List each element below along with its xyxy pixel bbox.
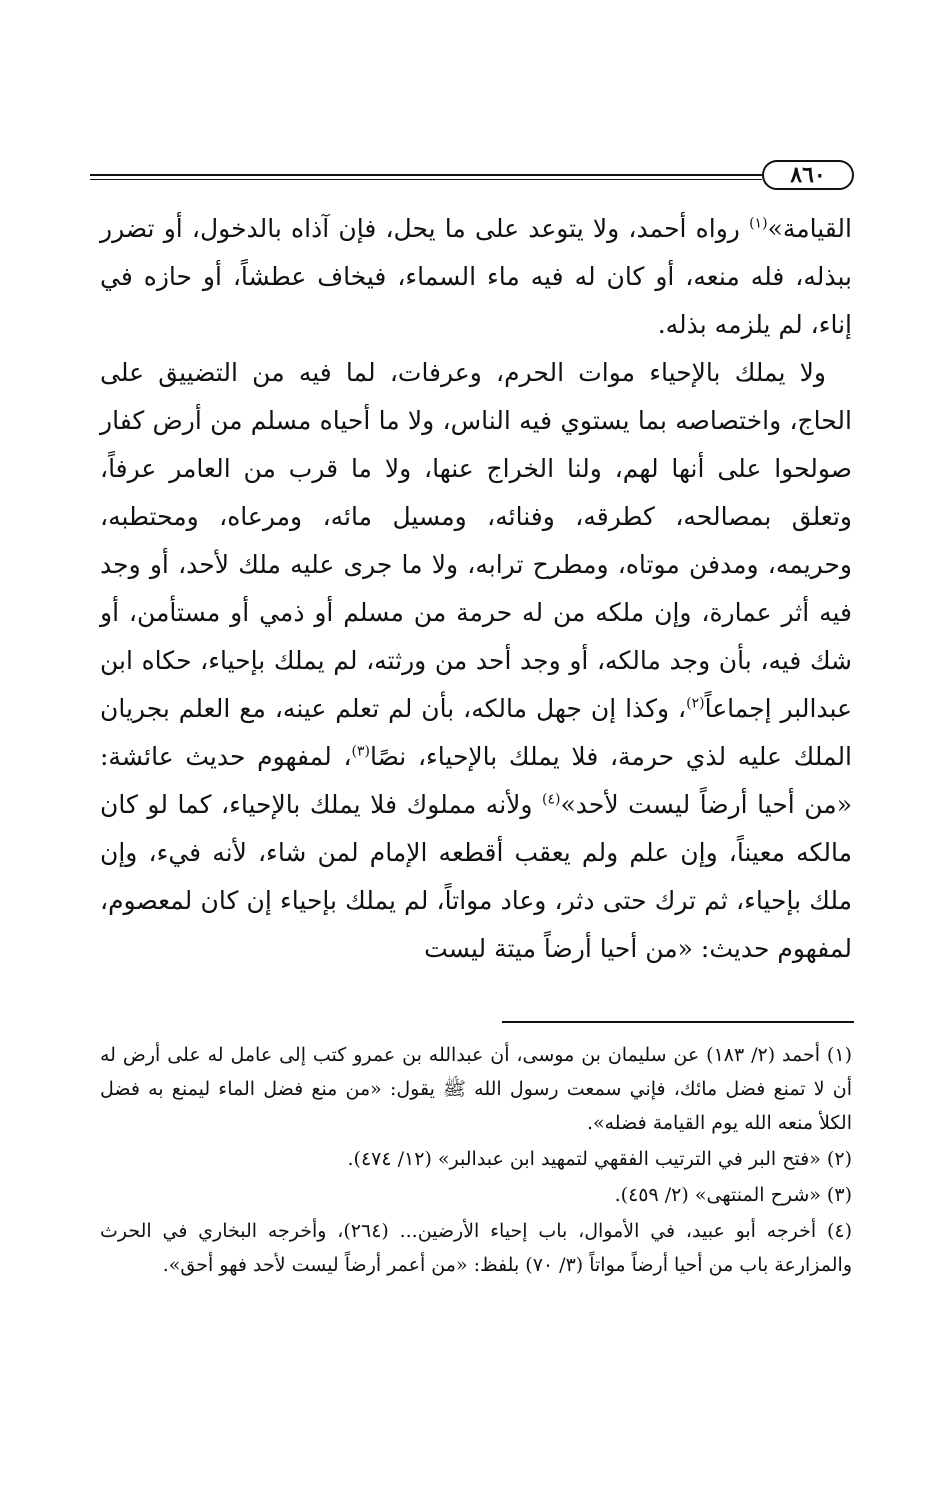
- paragraph-2: [100, 349, 852, 973]
- header-rule: [90, 174, 762, 180]
- footnote-ref-3[interactable]: (٣): [351, 743, 370, 760]
- footnote-1: (١) أحمد (٢/ ١٨٣) عن سليمان بن موسى، أن عبدالله بن عمرو كتب إلى عامل له على أرض له أن لا تمنع فضل مائك، فإني سمعت رسول الله ﷺ يقول: «من منع فضل الماء ليمنع به فضل الكلأ منعه الله يوم القيامة فضله».: [100, 1044, 852, 1134]
- page-header: [90, 160, 858, 196]
- text-segment: القيامة»: [767, 214, 852, 243]
- text-segment: ، وكذا إن جهل مالكه، بأن لم تعلم عينه، مع العلم بجريان الملك عليه لذي حرمة، فلا يملك بالإحياء، نصًا: [100, 694, 853, 771]
- footnote-ref-1[interactable]: (١): [749, 215, 768, 232]
- footnotes: [100, 1038, 852, 1284]
- text-segment: ولأنه مملوك فلا يملك بالإحياء، كما لو كان مالكه معيناً، وإن علم ولم يعقب أقطعه الإمام لمن شاء، لأنه فيء، وإن ملك بإحياء، ثم ترك حتى دثر، وعاد مواتاً، لم يملك بإحياء إن كان لمعصوم، لمفهوم حديث: «من أحيا أرضاً ميتة ليست: [100, 790, 852, 963]
- page-number: ٨٦٠: [762, 160, 854, 190]
- body-text: [100, 205, 852, 973]
- footnote-separator: [502, 1021, 854, 1023]
- text-segment: رواه أحمد، ولا يتوعد على ما يحل، فإن آذاه بالدخول، أو تضرر ببذله، فله منعه، أو كان له فيه ماء السماء، فيخاف عطشاً، أو حازه في إناء، لم يلزمه بذله.: [100, 214, 852, 339]
- footnote-2: (٢) «فتح البر في الترتيب الفقهي لتمهيد ابن عبدالبر» (١٢/ ٤٧٤).: [347, 1148, 852, 1170]
- text-segment: ، لمفهوم حديث عائشة: «من أحيا أرضاً ليست لأحد»: [100, 742, 852, 819]
- footnote-3: (٣) «شرح المنتهى» (٢/ ٤٥٩).: [614, 1184, 852, 1206]
- footnote-ref-4[interactable]: (٤): [542, 791, 561, 808]
- paragraph-1: [100, 205, 852, 349]
- footnote-4: (٤) أخرجه أبو عبيد، في الأموال، باب إحياء الأرضين... (٢٦٤)، وأخرجه البخاري في الحرث والمزارعة باب من أحيا أرضاً مواتاً (٣/ ٧٠) بلفظ: «من أعمر أرضاً ليست لأحد فهو أحق».: [100, 1220, 852, 1276]
- footnote-ref-2[interactable]: (٢): [686, 695, 705, 712]
- text-segment: ولا يملك بالإحياء موات الحرم، وعرفات، لما فيه من التضييق على الحاج، واختصاصه بما يستوي فيه الناس، ولا ما أحياه مسلم من أرض كفار صولحوا على أنها لهم، ولنا الخراج عنها، ولا ما قرب من العامر عرفاً، وتعلق بمصالحه، كطرقه، وفنائه، ومسيل مائه، ومرعاه، ومحتطبه، وحريمه، ومدفن موتاه، ومطرح ترابه، ولا ما جرى عليه ملك لأحد، أو وجد فيه أثر عمارة، وإن ملكه من له حرمة من مسلم أو ذمي أو مستأمن، أو شك فيه، بأن وجد مالكه، أو وجد أحد من ورثته، لم يملك بإحياء، حكاه ابن عبدالبر إجماعاً: [100, 358, 853, 723]
